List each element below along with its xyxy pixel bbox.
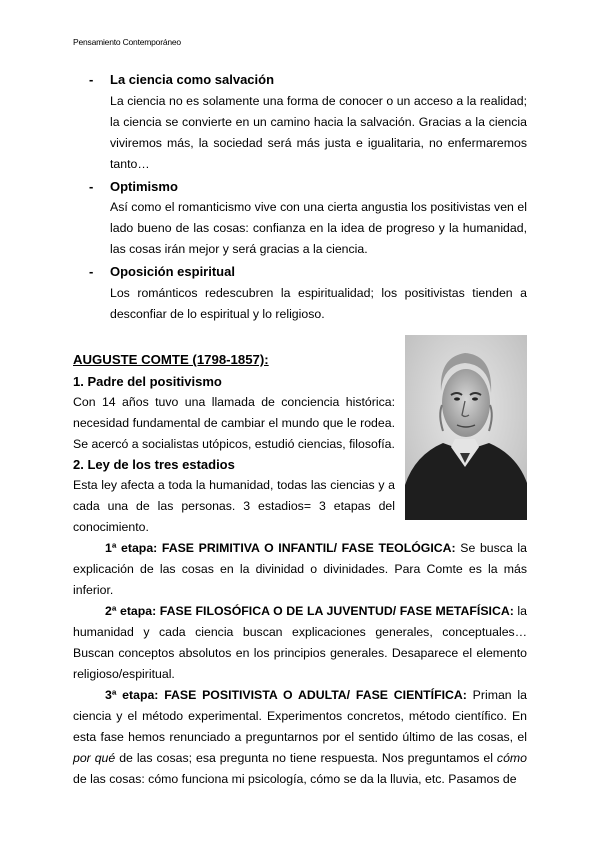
feature-list [89, 70, 527, 325]
list-item-text: Así como el romanticismo vive con una cierta angustia los positivistas ven el lado bueno de las cosas: confianza en la idea de progreso y la humanidad, las cosas irán mejor y será gracias a la ciencia. [110, 200, 527, 256]
stage-3-emphasis-why: por qué [73, 751, 116, 765]
list-item-title: Optimismo [110, 178, 178, 194]
stage-2-label: 2ª etapa: FASE FILOSÓFICA O DE LA JUVENTUD/ FASE METAFÍSICA: [105, 604, 514, 618]
subheading-law: 2. Ley de los tres estadios [73, 457, 235, 472]
page-header: Pensamiento Contemporáneo [73, 37, 181, 47]
stage-3-text-c: de las cosas: cómo funciona mi psicología, cómo se da la lluvia, etc. Pasamos de [73, 772, 517, 786]
list-item [89, 262, 527, 325]
stage-3-emphasis-how: cómo [496, 751, 527, 765]
list-item-text: Los románticos redescubren la espiritualidad; los positivistas tienden a desconfiar de lo espiritual y lo religioso. [110, 285, 527, 321]
list-item-title: Oposición espiritual [110, 264, 235, 279]
section-heading: AUGUSTE COMTE (1798-1857): [73, 352, 269, 367]
comte-section [73, 350, 527, 790]
paragraph-law: Esta ley afecta a toda la humanidad, todas las ciencias y a cada una de las personas. 3 estadios= 3 etapas del conocimiento. [73, 478, 395, 534]
list-item-title: La ciencia como salvación [110, 72, 275, 87]
list-item [89, 70, 527, 175]
list-bullet: - [89, 264, 94, 279]
paragraph-stage-2 [73, 601, 527, 685]
list-bullet: - [89, 72, 94, 87]
stage-3-label: 3ª etapa: FASE POSITIVISTA O ADULTA/ FASE CIENTÍFICA: [105, 688, 467, 702]
paragraph-stage-3 [73, 685, 527, 790]
list-bullet: - [89, 178, 94, 194]
stage-1-text: Se busca la explicación de las cosas en la divinidad o divinidades. Para Comte es la más inferior. [73, 541, 527, 597]
paragraph-stage-1 [73, 538, 527, 601]
list-item-text: La ciencia no es solamente una forma de conocer o un acceso a la realidad; la ciencia se convierte en un camino hacia la salvación. Gracias a la ciencia viviremos más, la sociedad será más justa e igualitaria, no enfermaremos tanto… [110, 93, 527, 171]
subheading-father: 1. Padre del positivismo [73, 374, 222, 389]
stage-1-label: 1ª etapa: FASE PRIMITIVA O INFANTIL/ FASE TEOLÓGICA: [105, 541, 456, 555]
paragraph-father: Con 14 años tuvo una llamada de conciencia histórica: necesidad fundamental de cambiar el mundo que le rodea. Se acercó a socialistas utópicos, estudió ciencias, filosofía. [73, 395, 395, 451]
stage-3-text-a: Priman la ciencia y el método experimental. Experimentos concretos, método científico. En esta fase hemos renunciado a preguntarnos por el sentido último de las cosas, el [73, 688, 527, 744]
stage-2-text: la humanidad y cada ciencia buscan explicaciones generales, conceptuales… Buscan conceptos absolutos en los principios generales. Desaparece el elemento religioso/espiritual. [73, 604, 527, 681]
stage-3-text-b: de las cosas; esa pregunta no tiene respuesta. Nos preguntamos el [115, 751, 497, 765]
list-item [89, 177, 527, 261]
